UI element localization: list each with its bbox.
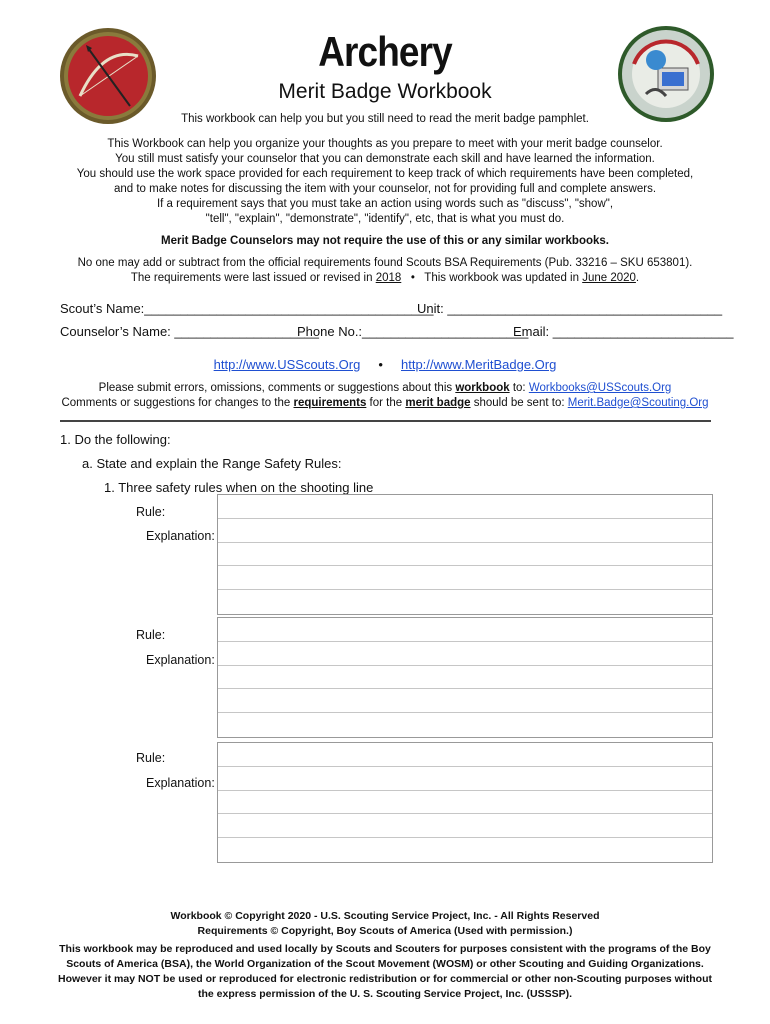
suggestion-text: Comments or suggestions for changes to the xyxy=(61,397,294,409)
updated-label: This workbook was updated in xyxy=(424,272,583,284)
workbooks-email-link[interactable]: Workbooks@USScouts.Org xyxy=(528,382,672,394)
answer-box-3[interactable] xyxy=(217,742,713,863)
submit-text: Please submit errors, omissions, comments or suggestions about this xyxy=(98,382,456,394)
copyright-workbook: Workbook © Copyright 2020 - U.S. Scouting Service Project, Inc. - All Rights Reserved xyxy=(170,910,600,922)
separator: • xyxy=(410,272,415,284)
rule-label: Rule: xyxy=(136,628,166,642)
email-field[interactable]: Email: _________________________ xyxy=(513,324,734,339)
rule-label: Rule: xyxy=(136,751,166,765)
phone-field[interactable]: Phone No.:_______________________ xyxy=(297,324,529,339)
intro-para-line: You still must satisfy your counselor that you can demonstrate each skill and have learned the information. xyxy=(115,153,655,165)
intro-para-line: If a requirement says that you must take an action using words such as "discuss", "show", xyxy=(156,198,614,210)
usage-line: However it may NOT be used or reproduced for electronic redistribution or for commercial or other non-Scouting purposes without xyxy=(58,973,712,985)
rule-label: Rule: xyxy=(136,505,166,519)
suggestion-line xyxy=(0,396,770,411)
usage-line: This workbook may be reproduced and used locally by Scouts and Scouters for purposes consistent with the programs of the Boy xyxy=(59,943,711,955)
copyright-requirements: Requirements © Copyright, Boy Scouts of America (Used with permission.) xyxy=(197,925,573,937)
intro-para-line: "tell", "explain", "demonstrate", "identify", etc, that is what you must do. xyxy=(205,213,565,225)
submit-emphasis: workbook xyxy=(455,382,510,394)
submit-line xyxy=(0,381,770,396)
scout-name-field[interactable]: Scout’s Name:________________________________________ xyxy=(60,301,434,316)
suggestion-text: for the xyxy=(366,397,406,409)
links-row xyxy=(0,357,770,372)
merit-badge-email-link[interactable]: Merit.Badge@Scouting.Org xyxy=(567,397,709,409)
meritbadge-link[interactable]: http://www.MeritBadge.Org xyxy=(401,357,557,372)
page-title: Archery xyxy=(318,28,452,75)
submit-text: to: xyxy=(509,382,529,394)
explanation-label: Explanation: xyxy=(146,653,215,667)
intro-line: This workbook can help you but you still need to read the merit badge pamphlet. xyxy=(181,113,589,125)
suggestion-emphasis: requirements xyxy=(293,397,367,409)
page-subtitle: Merit Badge Workbook xyxy=(278,80,492,103)
suggestion-emphasis: merit badge xyxy=(405,397,471,409)
requirement-1: 1. Do the following: xyxy=(60,432,171,447)
usage-line: Scouts of America (BSA), the World Organization of the Scout Movement (WOSM) or other Scouting and Guiding Organizations. xyxy=(66,958,704,970)
answer-box-1[interactable] xyxy=(217,494,713,615)
requirement-1a: a. State and explain the Range Safety Rules: xyxy=(82,456,342,471)
explanation-label: Explanation: xyxy=(146,529,215,543)
counselor-notice: Merit Badge Counselors may not require the use of this or any similar workbooks. xyxy=(161,235,609,247)
explanation-label: Explanation: xyxy=(146,776,215,790)
requirements-dates xyxy=(0,271,770,286)
suggestion-text: should be sent to: xyxy=(470,397,568,409)
separator: • xyxy=(378,357,383,372)
intro-paragraph xyxy=(0,137,770,227)
period: . xyxy=(635,272,640,284)
usage-line: the express permission of the U. S. Scouting Service Project, Inc. (USSSP). xyxy=(197,988,573,1000)
unit-field[interactable]: Unit: ______________________________________ xyxy=(417,301,723,316)
intro-para-line: You should use the work space provided for each requirement to keep track of which requirements have been completed, xyxy=(76,168,694,180)
divider xyxy=(60,420,711,422)
revised-year: 2018 xyxy=(375,272,402,284)
answer-box-2[interactable] xyxy=(217,617,713,738)
usscouts-link[interactable]: http://www.USScouts.Org xyxy=(213,357,361,372)
counselor-name-field[interactable]: Counselor’s Name: ____________________ xyxy=(60,324,320,339)
intro-para-line: This Workbook can help you organize your thoughts as you prepare to meet with your merit badge counselor. xyxy=(107,138,663,150)
intro-para-line: and to make notes for discussing the item with your counselor, not for providing full and complete answers. xyxy=(113,183,657,195)
requirement-1a-1: 1. Three safety rules when on the shooting line xyxy=(104,480,374,495)
revised-label: The requirements were last issued or revised in xyxy=(130,272,376,284)
requirements-source: No one may add or subtract from the official requirements found Scouts BSA Requirements (Pub. 33216 – SKU 653801). xyxy=(77,257,693,269)
updated-date: June 2020 xyxy=(582,272,636,284)
